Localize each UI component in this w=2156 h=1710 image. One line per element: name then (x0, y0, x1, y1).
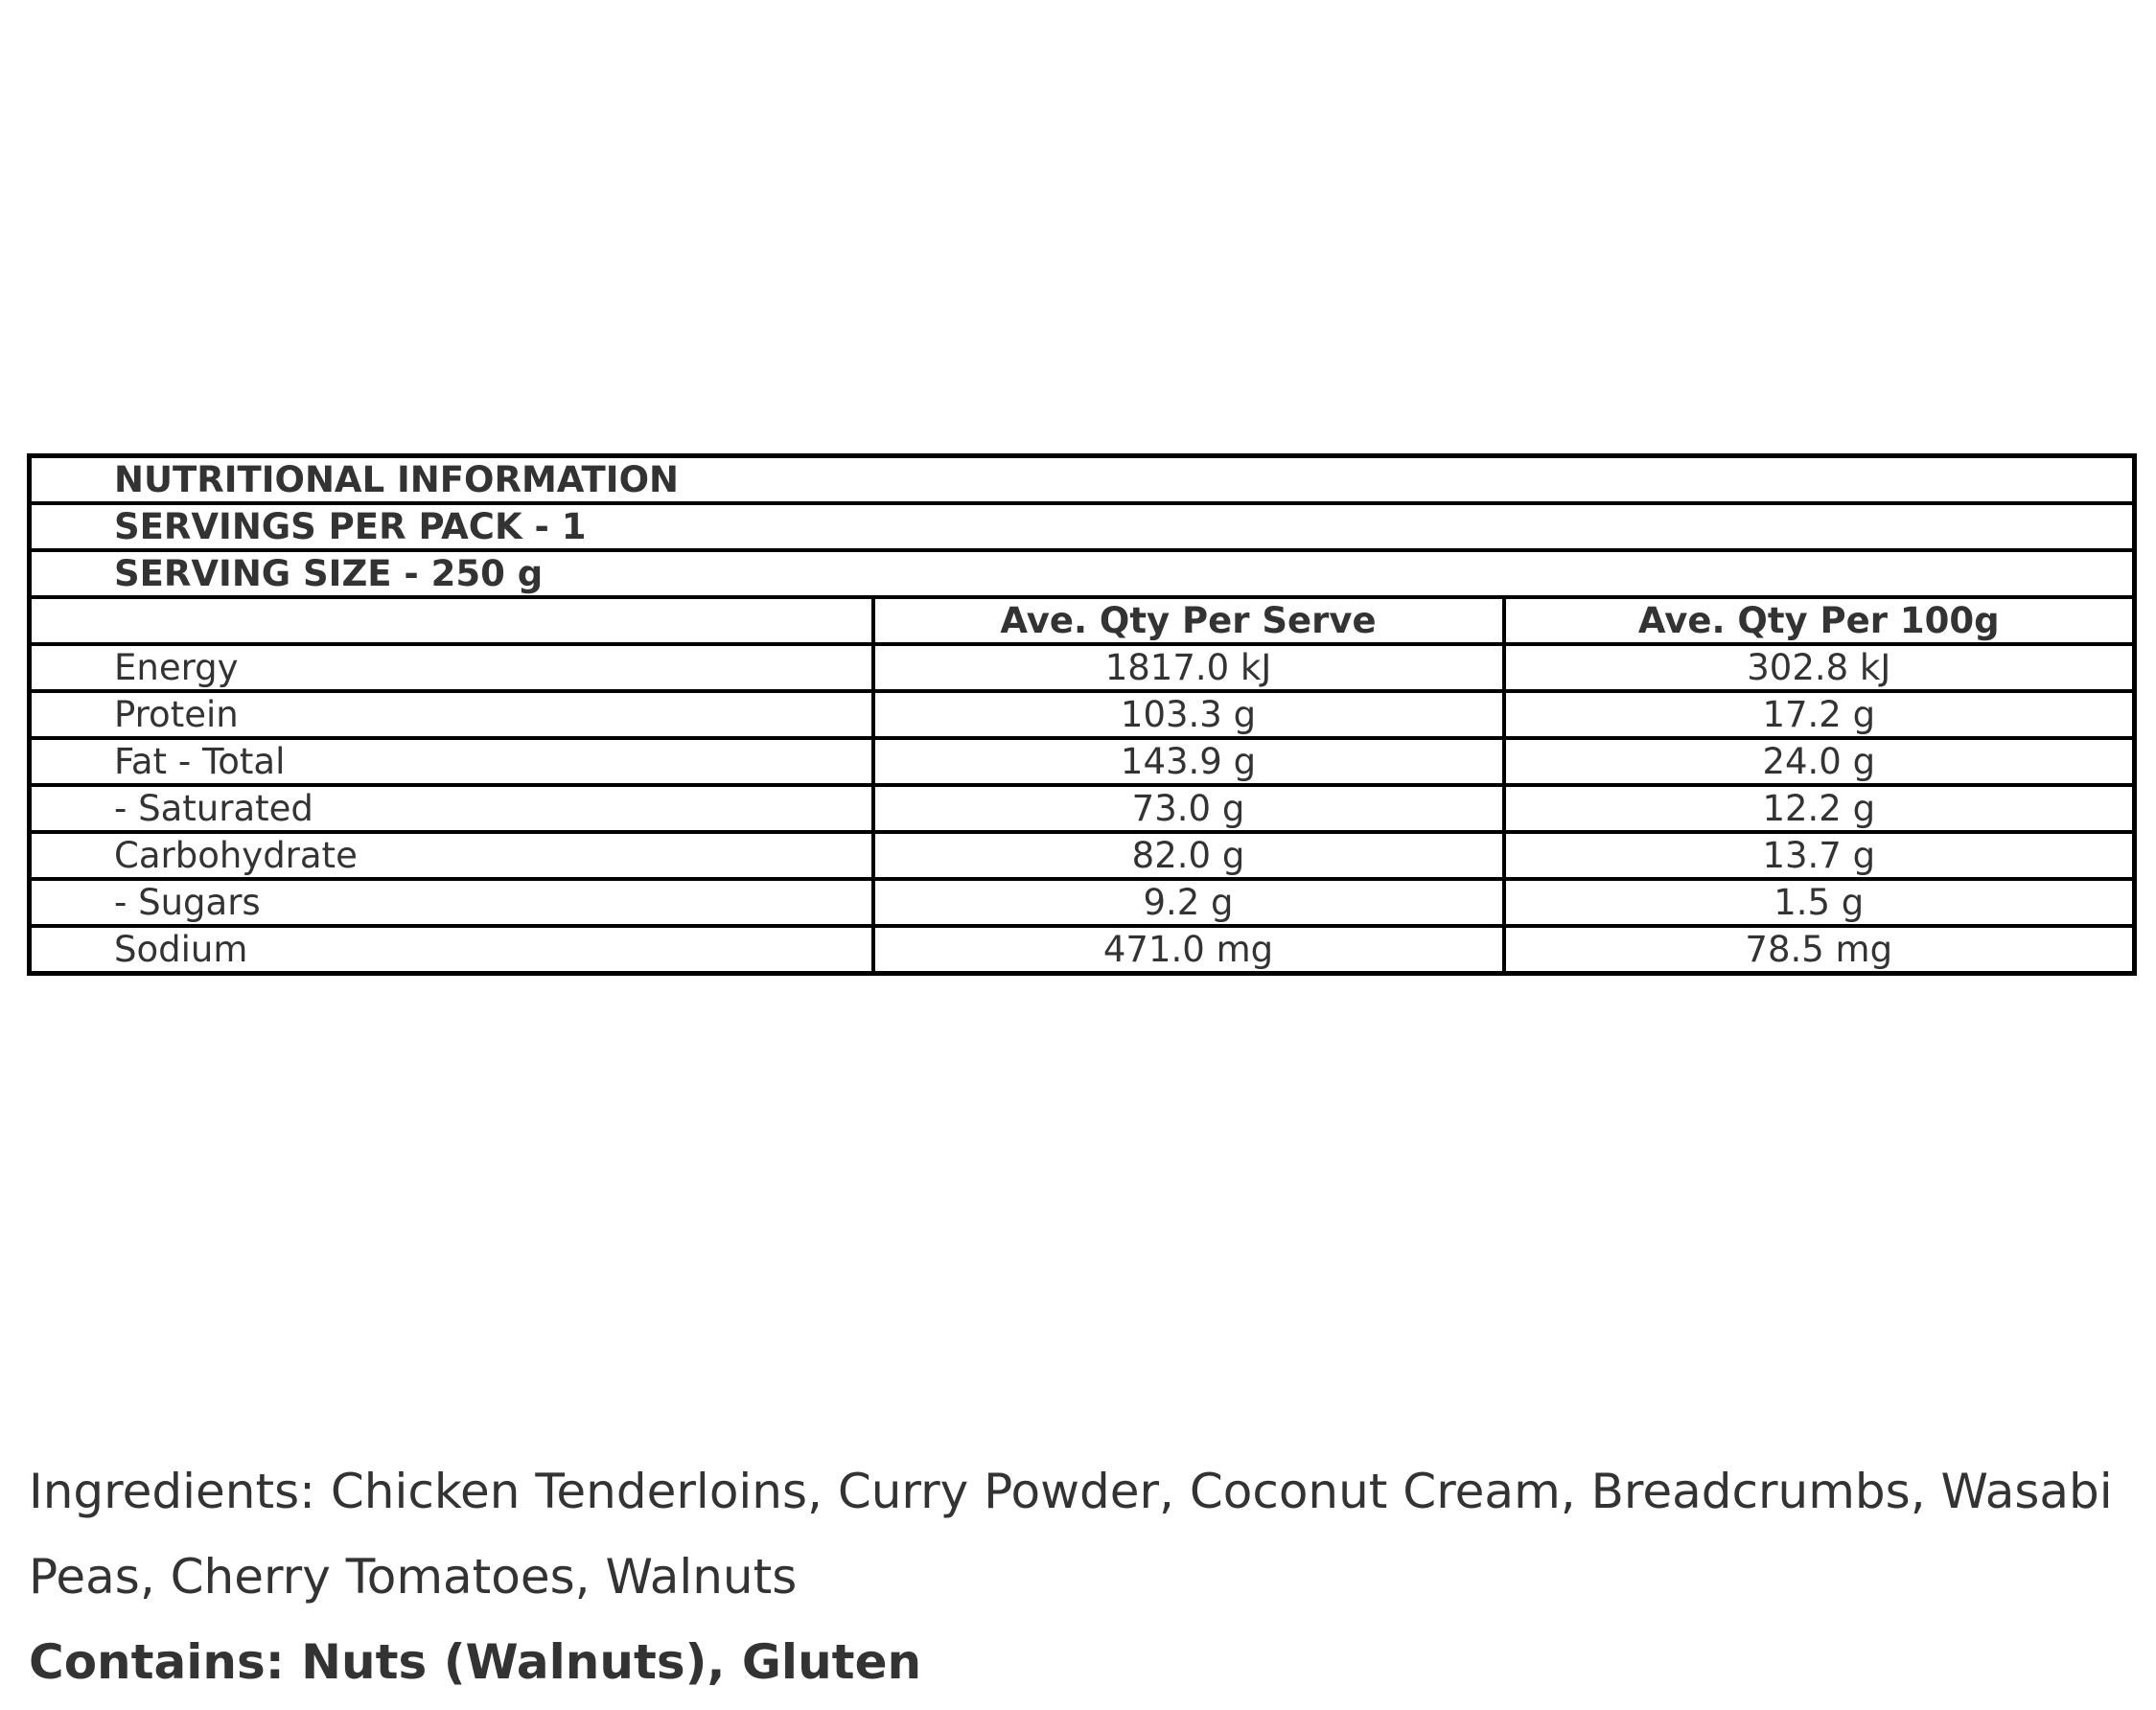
per-serve-value: 9.2 g (873, 879, 1504, 926)
nutrient-name: Protein (30, 691, 873, 738)
per-100g-value: 78.5 mg (1504, 926, 2135, 974)
per-100g-value: 24.0 g (1504, 738, 2135, 785)
per-serve-value: 73.0 g (873, 785, 1504, 832)
column-header-per-100g: Ave. Qty Per 100g (1504, 597, 2135, 644)
nutrient-name: - Saturated (30, 785, 873, 832)
table-row (30, 926, 2135, 974)
per-100g-value: 12.2 g (1504, 785, 2135, 832)
ingredients-text: Ingredients: Chicken Tenderloins, Curry Powder, Coconut Cream, Breadcrumbs, Wasabi Peas, Cherry Tomatoes, Walnuts (29, 1464, 2113, 1605)
per-100g-value: 13.7 g (1504, 832, 2135, 879)
table-row (30, 691, 2135, 738)
serving-size-row (30, 550, 2135, 597)
table-row (30, 832, 2135, 879)
per-100g-value: 17.2 g (1504, 691, 2135, 738)
per-serve-value: 103.3 g (873, 691, 1504, 738)
table-row (30, 879, 2135, 926)
servings-row (30, 503, 2135, 550)
title-row (30, 456, 2135, 504)
nutrient-name: - Sugars (30, 879, 873, 926)
per-serve-value: 82.0 g (873, 832, 1504, 879)
nutrient-name: Energy (30, 644, 873, 691)
per-100g-value: 302.8 kJ (1504, 644, 2135, 691)
per-serve-value: 143.9 g (873, 738, 1504, 785)
table-row (30, 785, 2135, 832)
nutrient-name: Fat - Total (30, 738, 873, 785)
table-row (30, 644, 2135, 691)
per-serve-value: 1817.0 kJ (873, 644, 1504, 691)
servings-per-pack: SERVINGS PER PACK - 1 (30, 503, 2135, 550)
table-row (30, 738, 2135, 785)
serving-size: SERVING SIZE - 250 g (30, 550, 2135, 597)
column-header-row (30, 597, 2135, 644)
column-header-nutrient (30, 597, 873, 644)
panel-title: NUTRITIONAL INFORMATION (30, 456, 2135, 504)
per-100g-value: 1.5 g (1504, 879, 2135, 926)
nutrient-name: Sodium (30, 926, 873, 974)
nutrient-name: Carbohydrate (30, 832, 873, 879)
per-serve-value: 471.0 mg (873, 926, 1504, 974)
allergens-text: Contains: Nuts (Walnuts), Gluten (29, 1634, 922, 1690)
column-header-per-serve: Ave. Qty Per Serve (873, 597, 1504, 644)
nutrition-panel (27, 453, 2137, 976)
